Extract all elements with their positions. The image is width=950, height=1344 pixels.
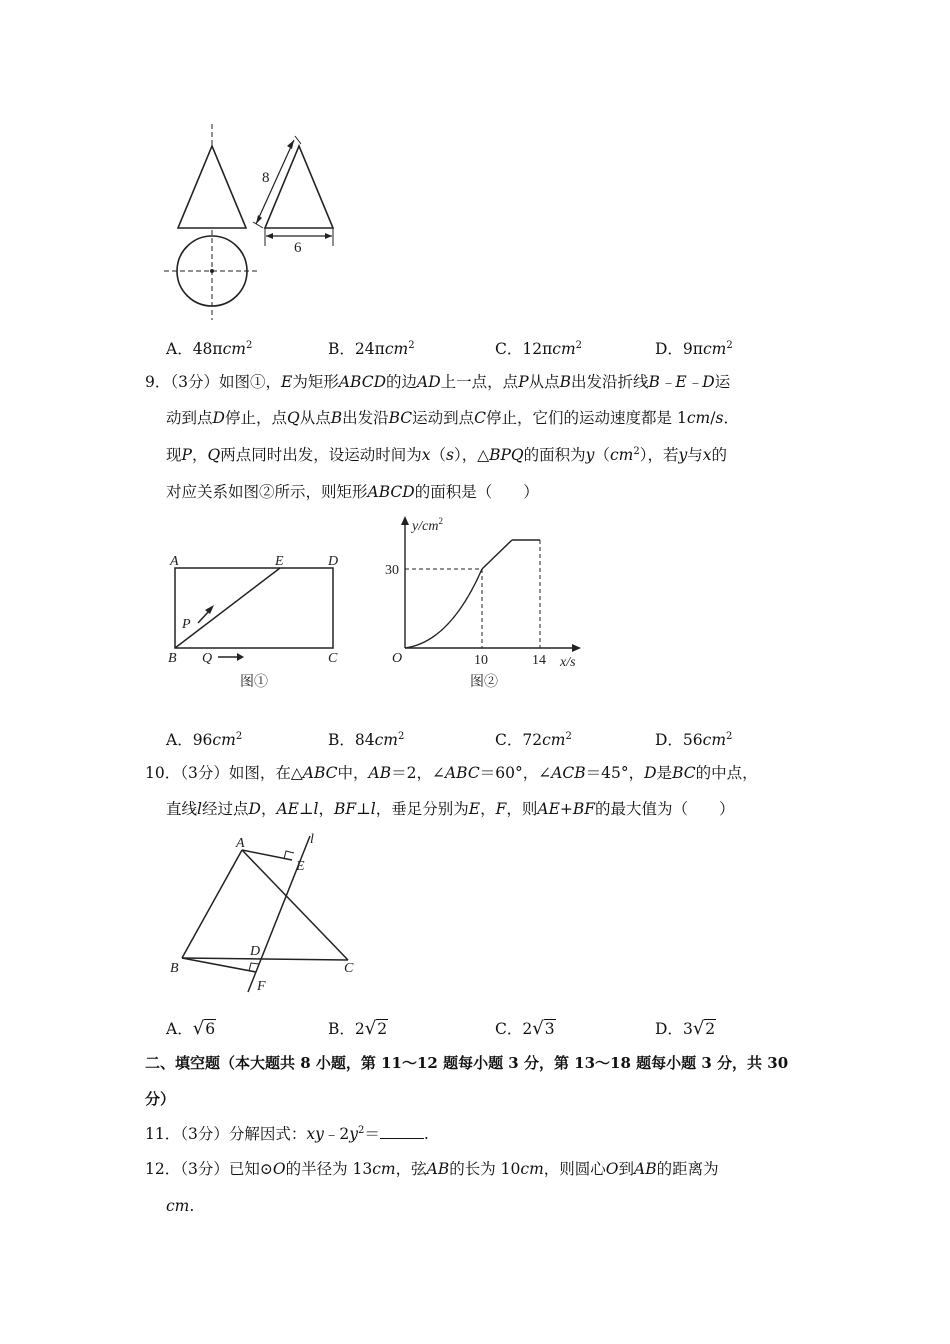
circle-center xyxy=(210,269,214,273)
label-q: Q xyxy=(202,651,213,666)
q10-option-b: B．2√2 xyxy=(328,1018,388,1039)
x-axis-label: x/s xyxy=(560,655,576,670)
side-bc xyxy=(182,958,348,960)
q10-option-c: C．2√3 xyxy=(495,1018,555,1039)
radical-sign: √ xyxy=(532,1018,544,1039)
section-2-heading-line-1: 二、填空题（本大题共 8 小题，第 11～12 题每小题 3 分，第 13～18 题每小题 3 分，共 30 xyxy=(145,1054,789,1072)
q9-line-3: 现P，Q两点同时出发，设运动时间为x（s），△BPQ的面积为$y(cm^2)$，若y与x的 xyxy=(166,445,728,464)
q9-option-b: B．$84cm^2$ xyxy=(328,730,405,749)
answer-blank xyxy=(380,1124,424,1139)
label-c: C xyxy=(344,961,354,976)
base-arrow-left xyxy=(266,233,273,239)
q8-option-b: B．24πcm$^2$ xyxy=(328,339,415,358)
q8-cone-figure xyxy=(150,118,350,328)
q8-option-d: D．9πcm$^2$ xyxy=(655,339,733,358)
tick-x-14: 14 xyxy=(532,653,546,668)
base-label: 6 xyxy=(294,240,302,256)
tick-x-10: 10 xyxy=(474,653,488,668)
label-b: B xyxy=(168,651,177,666)
slant-ext-1 xyxy=(295,136,301,144)
segment-bf xyxy=(182,958,256,972)
section-2-heading-line-2: 分） xyxy=(145,1090,176,1108)
tick-y-30: 30 xyxy=(385,563,399,578)
slant-arrow-bottom xyxy=(256,215,262,224)
q9-figure-1 xyxy=(160,548,360,696)
q8-option-a: A．48πcm$^2$ xyxy=(166,339,253,358)
slant-label: 8 xyxy=(262,170,270,186)
q10-option-d: D．3√2 xyxy=(655,1018,716,1039)
q10-line-2: 直线l经过点D，AE⊥l，BF⊥l，垂足分别为E，F，则AE+BF的最大值为（ ） xyxy=(166,800,735,818)
q8-option-c: C．12πcm$^2$ xyxy=(495,339,583,358)
label-c: C xyxy=(328,651,338,666)
segment-be xyxy=(175,568,280,648)
figure-2-caption: 图② xyxy=(470,675,498,690)
label-e: E xyxy=(275,554,284,569)
q10-figure xyxy=(160,830,370,1002)
side-view-triangle xyxy=(265,146,333,228)
y-axis-label: $y/cm^2$ xyxy=(412,516,443,534)
label-e: E xyxy=(296,859,305,874)
x-axis-arrow xyxy=(572,644,581,652)
q-arrow-head xyxy=(237,653,244,661)
base-arrow-right xyxy=(325,233,332,239)
label-d: D xyxy=(250,944,261,959)
label-f: F xyxy=(257,979,266,994)
right-angle-e xyxy=(284,851,294,859)
radical-sign: √ xyxy=(692,1018,705,1039)
rectangle-abcd xyxy=(175,568,333,648)
origin-label: O xyxy=(392,651,403,666)
label-l: l xyxy=(310,832,314,847)
q9-option-c: C．$72cm^2$ xyxy=(495,730,572,749)
q9-option-d: D．$56cm^2$ xyxy=(655,730,733,749)
y-axis-arrow xyxy=(401,516,409,525)
q10-line-1: 10．（3分）如图，在△ABC中，AB＝2，∠ABC＝60°，∠ACB＝45°，D是BC的中点， xyxy=(145,764,758,782)
p-arrow-head xyxy=(205,605,214,614)
label-a: A xyxy=(170,554,179,569)
label-p: P xyxy=(182,617,191,632)
radical-sign: √ xyxy=(364,1018,377,1039)
q9-line-4: 对应关系如图②所示，则矩形ABCD的面积是（ ） xyxy=(166,483,539,501)
q12-line-2: cm. xyxy=(166,1197,195,1215)
q10-option-a: A．√6 xyxy=(166,1018,216,1039)
q9-option-a: A．$96cm^2$ xyxy=(166,730,243,749)
q11-line: 11．（3分）分解因式：$xy﹣2y^2=$ . xyxy=(145,1124,429,1143)
label-b: B xyxy=(170,961,179,976)
q9-line-1: 9．（3分）如图①，E为矩形ABCD的边AD上一点，点P从点B出发沿折线B﹣E﹣D运 xyxy=(145,373,731,391)
q9-line-2: 动到点D停止，点Q从点B出发沿BC运动到点C停止，它们的运动速度都是 1cm/s． xyxy=(166,409,739,427)
radical-sign: √ xyxy=(192,1018,205,1039)
label-d: D xyxy=(328,554,339,569)
label-a: A xyxy=(236,836,245,851)
front-view-triangle xyxy=(178,146,246,228)
q9-figure-2 xyxy=(380,512,600,694)
q12-line-1: 12．（3分）已知⊙O的半径为 13cm，弦AB的长为 10cm，则圆心O到AB的距离为 xyxy=(145,1160,719,1178)
graph-curve xyxy=(405,569,482,648)
side-ab xyxy=(182,850,242,958)
figure-1-caption: 图① xyxy=(240,675,268,690)
slant-arrow-top xyxy=(287,140,294,149)
graph-rise xyxy=(482,540,512,569)
slant-ext-2 xyxy=(253,222,263,228)
